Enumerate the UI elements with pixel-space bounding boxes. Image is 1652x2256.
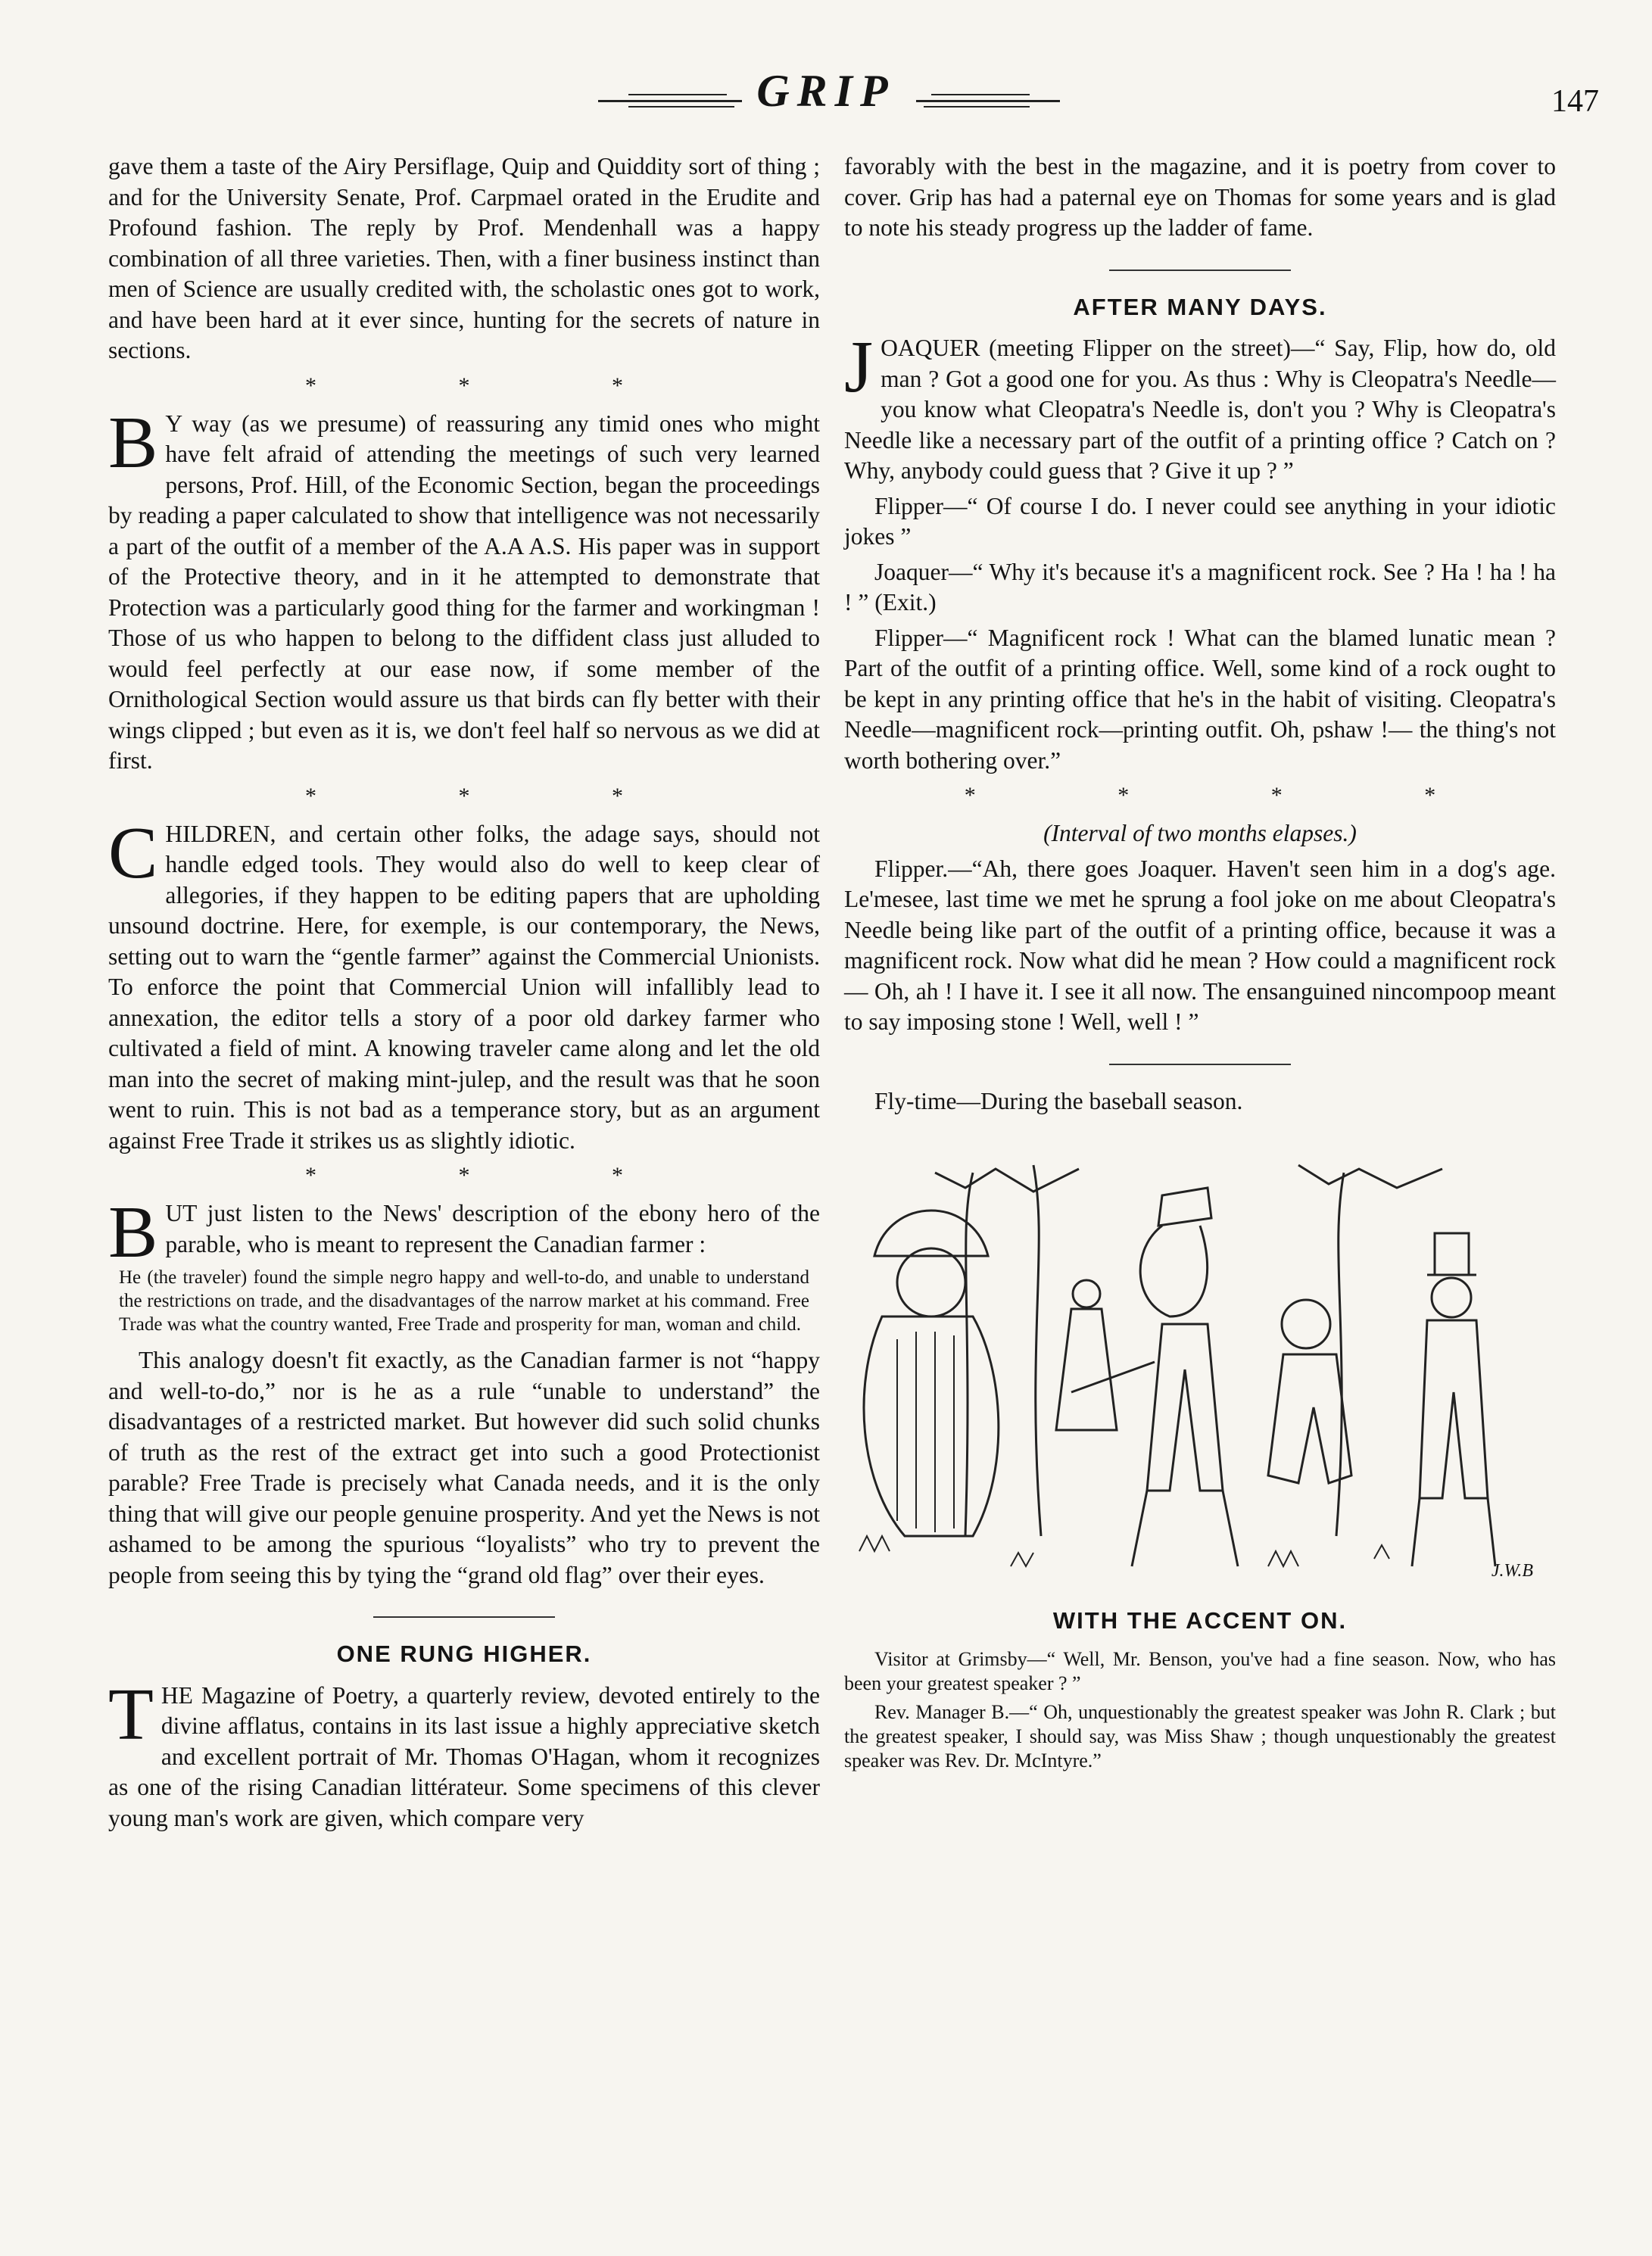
interval-note: (Interval of two months elapses.) bbox=[1043, 820, 1357, 846]
caption-visitor-line: Visitor at Grimsby—“ Well, Mr. Benson, you've had a fine season. Now, who has been your greatest speaker ? ” bbox=[844, 1647, 1556, 1694]
bald-man-head bbox=[1282, 1300, 1330, 1348]
section-rule bbox=[1109, 1064, 1291, 1065]
dialogue-flipper-1: Flipper—“ Of course I do. I never could see anything in your idiotic jokes ” bbox=[844, 492, 1556, 550]
masthead-rule-right-top bbox=[931, 94, 1030, 95]
woman-head bbox=[1073, 1280, 1100, 1307]
left-column bbox=[108, 151, 820, 1838]
right-column bbox=[844, 151, 1556, 1778]
masthead-rule-right-bottom bbox=[924, 106, 1030, 108]
section-divider-stars: * * * bbox=[305, 1163, 691, 1188]
news-quotation: He (the traveler) found the simple negro happy and well-to-do, and unable to understand the restrictions on trade, and the disadvantages of the narrow market at his command. Free Trade was what the country wanted, Free Trade and prosperity for man, woman and child. bbox=[119, 1267, 809, 1335]
foliage-left bbox=[935, 1169, 1079, 1192]
heading-with-the-accent-on: WITH THE ACCENT ON. bbox=[1052, 1607, 1348, 1634]
top-hat bbox=[1435, 1233, 1469, 1275]
cartoon-drawing bbox=[844, 1142, 1556, 1589]
left-paragraph-5: This analogy doesn't fit exactly, as the Canadian farmer is not “happy and well-to-do,” nor is he as a rule “unable to understand” the disadvantages of a restricted market. But however did such solid chunks of truth as the rest of the extract get into such a good Protectionist parable? Free Trade is precisely what Canada needs, and it is the only thing that will give our people genuine prosperity. And yet the News is not ashamed to be among the spurious “loyalists” who try to prevent the people from seeing this by tying the “grand old flag” over their eyes. bbox=[108, 1347, 820, 1588]
left-paragraph-3: CHILDREN, and certain other folks, the adage says, should not handle edged tools. They would also do well to keep clear of allegories, if they happen to be editing papers that are upholding unsound doctrine. Here, for exemple, is our contemporary, the News, setting out to warn the “gentle farmer” against the Commercial Unionists. To enforce the point that Commercial Union will infallibly lead to annexation, the editor tells a story of a poor old darkey farmer who cultivated a field of mint. A knowing traveler came along and let the old man into the secret of making mint-julep, and the result was that he soon went to ruin. This is not bad as a temperance story, but as an argument against Free Trade it strikes us as slightly idiotic. bbox=[108, 812, 820, 1154]
dialogue-joaquer-1: JOAQUER (meeting Flipper on the street)—“ Say, Flip, how do, old man ? Got a good one for you. As thus : Why is Cleopatra's Needle—you know what Cleopatra's Needle is, don't you ? Why is Cleopatra's Needle like a necessary part of the outfit of a printing office ? Catch on ? Why, anybody could guess that ? Give it up ? ” bbox=[844, 326, 1556, 484]
heading-after-many-days: AFTER MANY DAYS. bbox=[1073, 293, 1327, 320]
cartoon-illustration bbox=[844, 1142, 1556, 1589]
heading-one-rung-higher: ONE RUNG HIGHER. bbox=[336, 1641, 592, 1667]
fly-time-joke: Fly-time—During the baseball season. bbox=[874, 1087, 1243, 1114]
tall-man-arm bbox=[1071, 1362, 1155, 1392]
left-paragraph-1: gave them a taste of the Airy Persiflage, Quip and Quiddity sort of thing ; and for the University Senate, Prof. Carpmael orated in the Erudite and Profound fashion. The reply by Prof. Mendenhall was a happy combination of all three varieties. Then, with a finer business instinct than men of Science are usually credited with, the scholastic ones got to work, and have been hard at it ever since, hunting for the secrets of nature in sections. bbox=[108, 153, 820, 363]
top-hat-man-body bbox=[1420, 1320, 1488, 1498]
grass-tufts bbox=[859, 1536, 1389, 1566]
masthead-title: GRIP bbox=[756, 66, 896, 116]
bald-man-body bbox=[1268, 1354, 1351, 1483]
stout-man-body bbox=[864, 1317, 999, 1536]
right-paragraph-1: favorably with the best in the magazine, and it is poetry from cover to cover. Grip has had a paternal eye on Thomas for some years and is glad to note his steady progress up the ladder of fame. bbox=[844, 153, 1556, 241]
section-rule bbox=[1109, 270, 1291, 271]
tree-trunk-left-2 bbox=[1033, 1165, 1041, 1536]
masthead bbox=[0, 61, 1652, 144]
dialogue-flipper-2: Flipper—“ Magnificent rock ! What can the blamed lunatic mean ? Part of the outfit of a printing office. Well, some kind of a rock ought to be kept in any printing office that he's in the habit of visiting. Cleopatra's Needle—magnificent rock—printing outfit. Oh, pshaw !— the thing's not worth bothering over.” bbox=[844, 624, 1556, 774]
tall-man-body bbox=[1147, 1324, 1223, 1491]
dialogue-flipper-3: Flipper.—“Ah, there goes Joaquer. Haven't seen him in a dog's age. Le'mesee, last time we met he sprung a fool joke on me about Cleopatra's Needle being like part of the outfit of a printing office, because it was a magnificent rock. Now what did he mean ? How could a magnificent rock— Oh, ah ! I have it. I see it all now. The ensanguined nincompoop meant to say imposing stone ! Well, well ! ” bbox=[844, 855, 1556, 1035]
artist-signature: J.W.B bbox=[1491, 1560, 1533, 1581]
dialogue-joaquer-2: Joaquer—“ Why it's because it's a magnificent rock. See ? Ha ! ha ! ha ! ” (Exit.) bbox=[844, 558, 1556, 615]
section-divider-stars: * * * bbox=[305, 783, 691, 809]
woman-dress bbox=[1056, 1309, 1117, 1430]
foliage-right bbox=[1298, 1165, 1442, 1188]
top-hat-man-legs bbox=[1412, 1498, 1495, 1566]
caption-manager-line: Rev. Manager B.—“ Oh, unquestionably the greatest speaker was John R. Clark ; but the greatest speaker, I should say, was Miss Shaw ; though unquestionably the greatest speaker was Rev. Dr. McIntyre.” bbox=[844, 1700, 1556, 1771]
section-divider-stars: * * * * bbox=[964, 783, 1504, 808]
left-paragraph-4: BUT just listen to the News' description of the ebony hero of the parable, who is meant to represent the Canadian farmer : bbox=[108, 1192, 820, 1273]
top-hat-man-head bbox=[1432, 1278, 1471, 1317]
tall-man-legs bbox=[1132, 1491, 1238, 1566]
section-divider-stars: * * * bbox=[305, 372, 691, 398]
left-paragraph-2: BY way (as we presume) of reassuring any timid ones who might have felt afraid of attending the meetings of such very learned persons, Prof. Hill, of the Economic Section, began the proceedings by reading a paper calculated to show that intelligence was not necessarily a part of the outfit of a member of the A.A A.S. His paper was in support of the Protective theory, and in it he attempted to demonstrate that Protection was a particularly good thing for the farmer and workingman ! Those of us who happen to belong to the diffident class just alluded to would feel perfectly at our ease now, if some member of the Ornithological Section would assure us that birds can fly better with their wings clipped ; but even as it is, we don't feel half so nervous as we did at first. bbox=[108, 401, 820, 774]
left-paragraph-6: THE Magazine of Poetry, a quarterly review, devoted entirely to the divine afflatus, contains in its last issue a highly appreciative sketch and excellent portrait of Mr. Thomas O'Hagan, whom it recognizes as one of the rising Canadian littérateur. Some specimens of this clever young man's work are given, which compare very bbox=[108, 1673, 820, 1831]
stout-man-head bbox=[897, 1248, 965, 1317]
fez-hat bbox=[1158, 1188, 1211, 1226]
tall-man-head bbox=[1140, 1226, 1208, 1317]
section-rule bbox=[373, 1616, 555, 1618]
masthead-rule-right bbox=[916, 100, 1060, 102]
striped-trousers bbox=[897, 1332, 954, 1532]
page-number: 147 bbox=[1551, 84, 1599, 119]
